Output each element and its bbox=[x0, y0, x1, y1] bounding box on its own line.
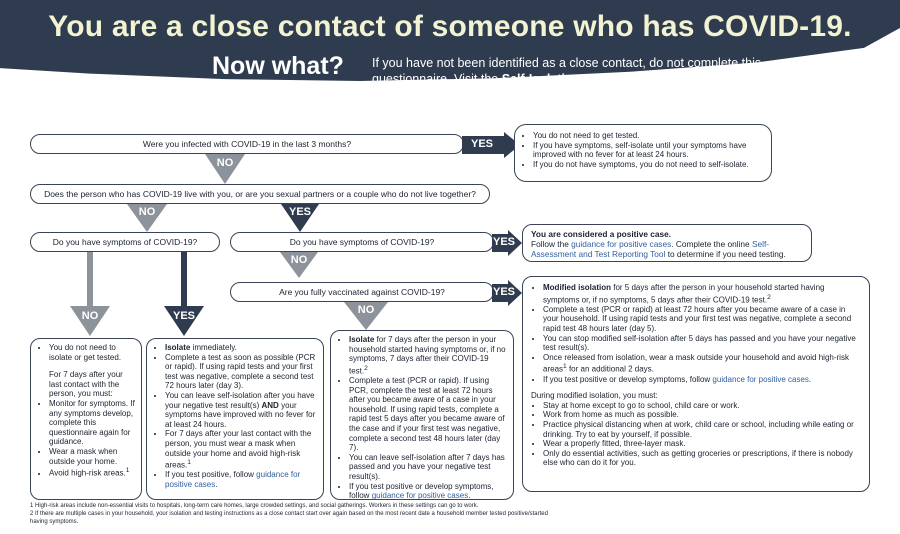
question-symptoms-nonhousehold: Do you have symptoms of COVID-19? bbox=[30, 232, 220, 252]
footnote-2: 2 If there are multiple cases in your household, your isolation and testing instructions as a close contact start over again based on the most recent date a household member tested positive/started having symptoms. bbox=[30, 511, 548, 525]
connector-yes-symptoms bbox=[181, 252, 187, 308]
no-label: NO bbox=[81, 310, 99, 322]
positive-cases-link[interactable]: guidance for positive cases bbox=[712, 374, 809, 384]
yes-label: YES bbox=[288, 206, 311, 218]
page-title: You are a close contact of someone who has COVID-19. bbox=[48, 10, 852, 43]
positive-cases-link[interactable]: guidance for positive cases bbox=[371, 491, 469, 501]
no-label: NO bbox=[138, 206, 156, 218]
box-recently-infected: • You do not need to get tested. • If you have symptoms, self-isolate until your symptoms have improved with no fever for at least 24 hours. • If you do not have symptoms, you do not need to self-isolate. bbox=[514, 124, 772, 182]
yes-label: YES bbox=[470, 138, 493, 150]
no-label: NO bbox=[357, 304, 375, 316]
self-isolation-tool-name: Self-Isolation Assessment Tool bbox=[501, 72, 686, 86]
question-infected: Were you infected with COVID-19 in the last 3 months? bbox=[30, 134, 464, 154]
yes-label: YES bbox=[172, 310, 195, 322]
page-intro: If you have not been identified as a close contact, do not complete this questionnaire. Visit the Self-Isolation Assessment Tool for advice. bbox=[372, 56, 762, 86]
box-modified-isolation: • Modified isolation for 5 days after the person in your household started having symptoms or, if no symptoms, 5 days after their COVID-19 test.$^2$ • Complete a test (PCR or rapid) at least 72 hours after you became aware of a case in your household. If using rapid tests and your first test was negative, complete a second rapid test 48 hours later (day 5). • You can stop modified self-isolation after 5 days has passed and you have your negative test result(s). • Once released from isolation, wear a mask outside your household and avoid high-risk areas$^1$ for an additional 2 days. • If you test positive or develop symptoms, follow guidance for positive cases. During modified isolation, you must: • Stay at home except to go to school, child care or work. • Work from home as much as possible. • Practice physical distancing when at work, child care or school, including while eating or drinking. Try to eat by yourself, if possible. • Wear a properly fitted, three-layer mask. • Only do essential activities, such as getting groceries or prescriptions, if there is nobody else who can do it for you. bbox=[522, 276, 870, 492]
footnote-1: 1 High-risk areas include non-essential visits to hospitals, long-term care homes, large crowded settings, and social gatherings. Workers in these settings can go to work. bbox=[30, 503, 479, 509]
question-vaccinated: Are you fully vaccinated against COVID-19? bbox=[230, 282, 494, 302]
question-household: Does the person who has COVID-19 live with you, or are you sexual partners or a couple who do not live together? bbox=[30, 184, 490, 204]
yes-label: YES bbox=[492, 236, 515, 248]
box-no-symptoms: • You do not need to isolate or get tested. For 7 days after your last contact with the person, you must: • Monitor for symptoms. If any symptoms develop, complete this questionnaire again for guidance. • Wear a mask when outside your home. • Avoid high-risk areas.$^1$ bbox=[30, 338, 142, 500]
question-symptoms-household: Do you have symptoms of COVID-19? bbox=[230, 232, 494, 252]
positive-cases-link[interactable]: guidance for positive cases bbox=[165, 470, 301, 489]
connector-no-symptoms bbox=[87, 252, 93, 308]
positive-cases-link[interactable]: guidance for positive cases bbox=[571, 239, 672, 249]
yes-label: YES bbox=[492, 286, 515, 298]
box-unvaccinated-isolate: • Isolate for 7 days after the person in your household started having symptoms or, if no symptoms, 7 days after their COVID-19 test.$^2$ • Complete a test (PCR or rapid). If using PCR, complete the test at least 72 hours after you became aware of a case in your household. If using rapid tests, complete a rapid test 5 days after you became aware of the case and if your first test was negative, complete a second test 48 hours later (day 7). • You can leave self-isolation after 7 days has passed and you have your negative test result(s). • If you test positive or develop symptoms, follow guidance for positive cases. bbox=[330, 330, 514, 500]
box-symptoms-isolate: • Isolate immediately. • Complete a test as soon as possible (PCR or rapid). If using rapid tests and your first test was negative, complete a second test 72 hours later (day 3). • You can leave self-isolation after you have your negative test result(s) AND your symptoms have improved with no fever for at least 24 hours. • For 7 days after your last contact with the person, you must wear a mask when outside your home and avoid high-risk areas.$^1$ • If you test positive, follow guidance for positive cases. bbox=[146, 338, 324, 500]
no-label: NO bbox=[216, 157, 234, 169]
self-assessment-tool-link[interactable]: Self-Assessment and Test Reporting Tool bbox=[531, 239, 770, 259]
box-positive-case: You are considered a positive case. Follow the guidance for positive cases. Complete the online Self-Assessment and Test Reporting Tool to determine if you need testing. bbox=[522, 224, 812, 262]
page-subtitle-lead: Now what? bbox=[212, 52, 344, 80]
no-label: NO bbox=[290, 254, 308, 266]
